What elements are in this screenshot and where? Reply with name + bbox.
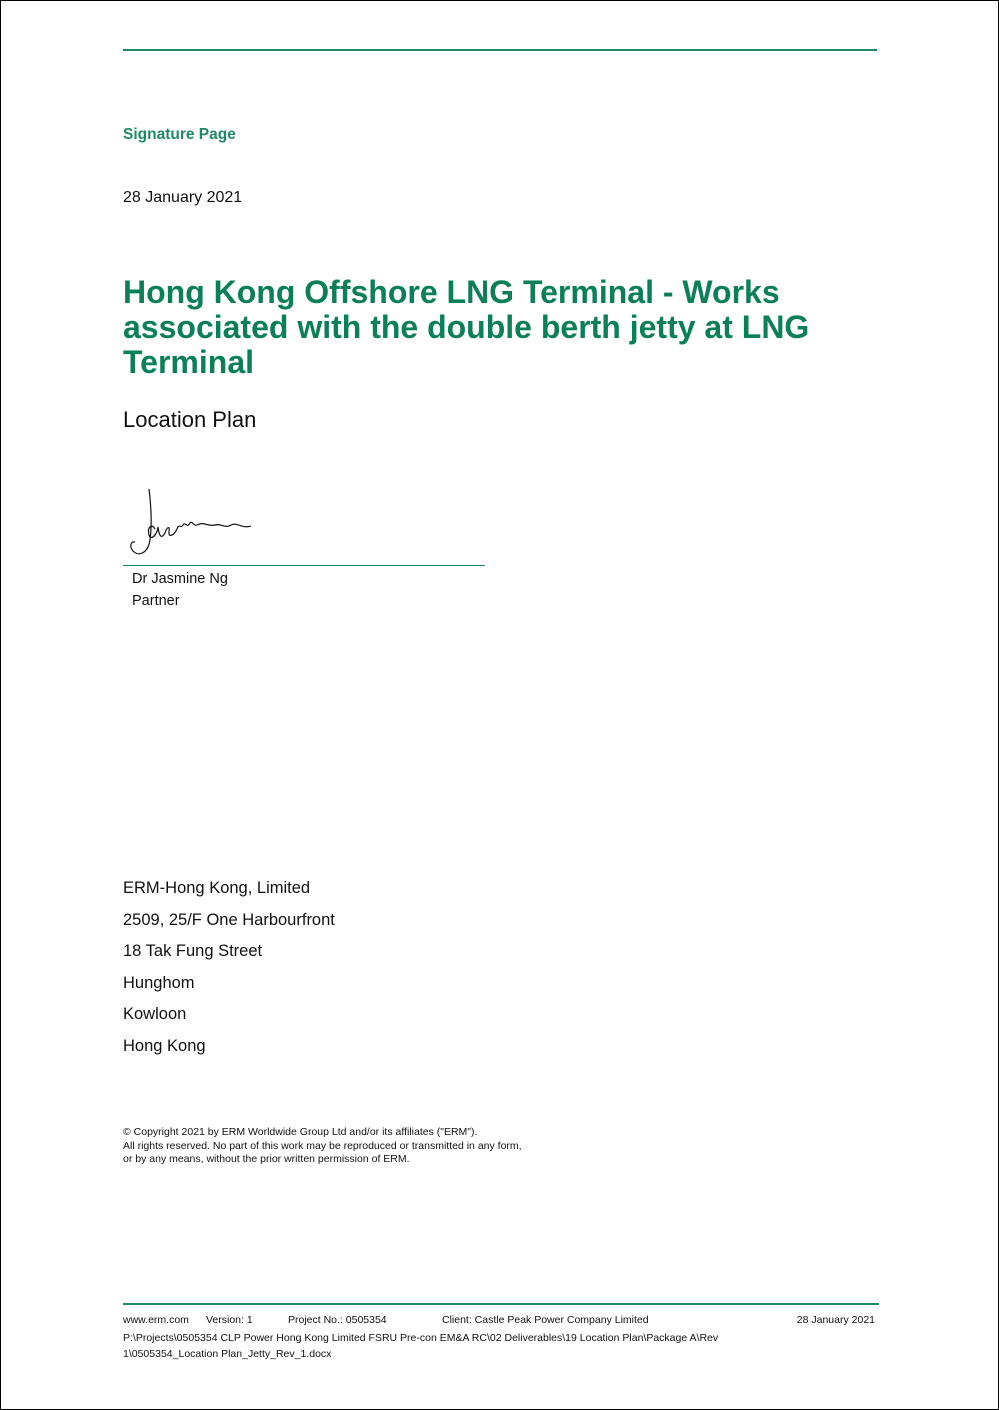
copyright-notice xyxy=(123,1126,522,1167)
address-line: ERM-Hong Kong, Limited xyxy=(123,879,311,897)
signer-role: Partner xyxy=(132,593,180,609)
copyright-line: All rights reserved. No part of this work may be reproduced or transmitted in any form, xyxy=(123,1139,522,1152)
footer-rule xyxy=(123,1303,879,1305)
footer-project-number: Project No.: 0505354 xyxy=(288,1314,387,1326)
footer-file-path: P:\Projects\0505354 CLP Power Hong Kong Limited FSRU Pre-con EM&A RC\02 Deliverables\19 Location Plan\Package A\Rev 1\0505354_Location Plan_Jetty_Rev_1.docx xyxy=(123,1332,719,1360)
document-title: Hong Kong Offshore LNG Terminal - Works associated with the double berth jetty at LNG Terminal xyxy=(123,274,810,380)
address-line: 2509, 25/F One Harbourfront xyxy=(123,910,335,929)
signature-line xyxy=(123,565,485,566)
footer-version: Version: 1 xyxy=(206,1314,253,1326)
address-line: Hunghom xyxy=(123,973,195,992)
company-address xyxy=(123,878,335,1068)
copyright-line: or by any means, without the prior written permission of ERM. xyxy=(123,1153,410,1165)
signer-name: Dr Jasmine Ng xyxy=(132,571,228,587)
document-date: 28 January 2021 xyxy=(123,189,243,206)
copyright-line: © Copyright 2021 by ERM Worldwide Group Ltd and/or its affiliates ("ERM"). xyxy=(123,1126,478,1138)
address-line: 18 Tak Fung Street xyxy=(123,942,263,961)
handwritten-signature xyxy=(125,485,255,560)
footer-client: Client: Castle Peak Power Company Limited xyxy=(442,1314,649,1326)
page-label: Signature Page xyxy=(123,126,236,143)
footer-date: 28 January 2021 xyxy=(796,1314,875,1326)
address-line: Kowloon xyxy=(123,1005,187,1024)
document-subtitle: Location Plan xyxy=(123,407,257,432)
address-line: Hong Kong xyxy=(123,1036,206,1055)
footer-website: www.erm.com xyxy=(123,1314,189,1326)
header-rule xyxy=(123,49,877,51)
